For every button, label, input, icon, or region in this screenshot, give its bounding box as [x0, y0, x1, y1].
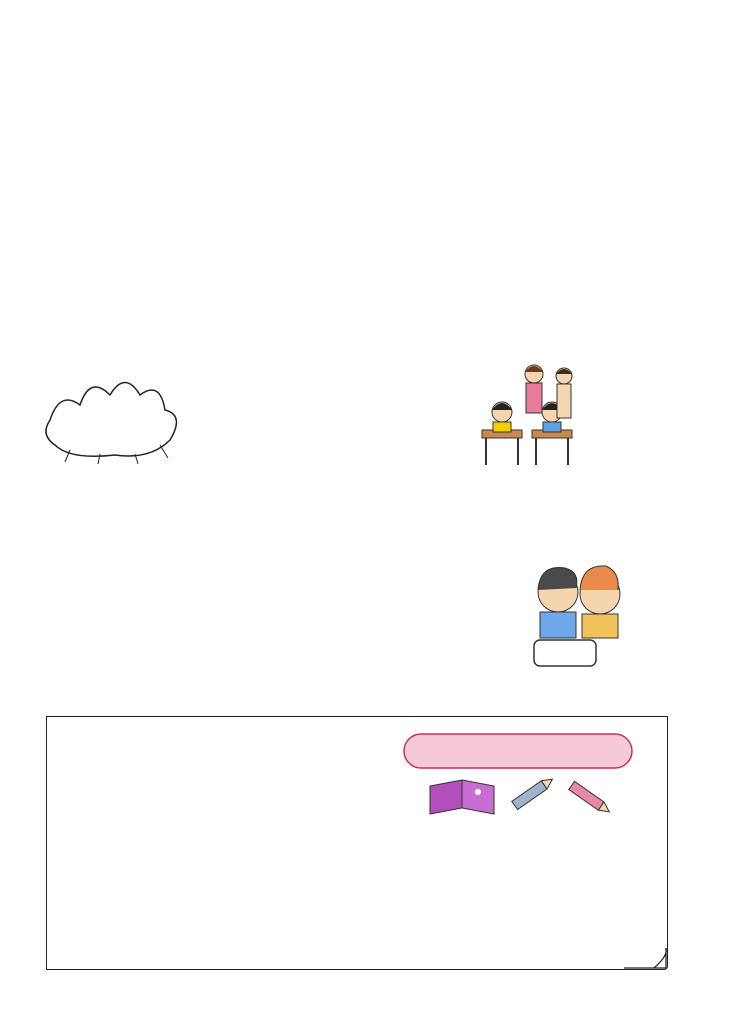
classroom-illustration [474, 360, 584, 474]
decorative-border [40, 153, 690, 187]
pencil-icon [512, 775, 555, 810]
pencil-icon [569, 781, 612, 816]
study-badge [400, 726, 640, 825]
newsletter-logo [52, 62, 392, 156]
book-icon [430, 780, 494, 814]
schedule-badge [40, 350, 190, 469]
page-curl [624, 948, 670, 978]
ceremony-illustration [520, 550, 640, 674]
